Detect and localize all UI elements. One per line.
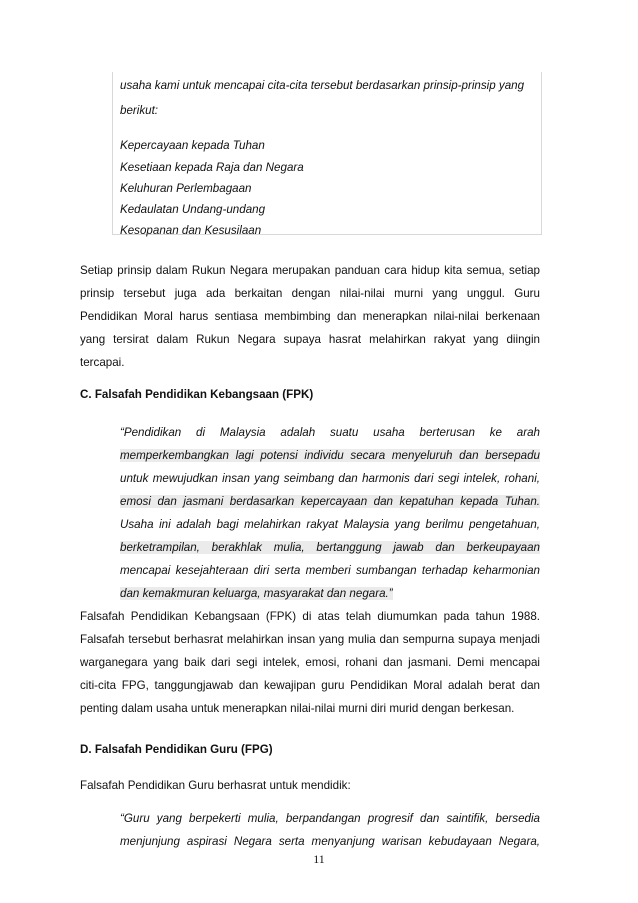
box-line-2: berikut: [120,104,159,117]
principle-item: Kepercayaan kepada Tuhan [120,139,265,152]
paragraph-line: warganegara yang baik dari segi intelek, emosi, rohani dan jasmani. Demi mencapai [80,656,540,669]
paragraph-line: Falsafah tersebut berhasrat melahirkan insan yang mulia dan sempurna supaya menjadi [80,633,540,646]
paragraph-line: penting dalam usaha untuk menerapkan nilai-nilai murni diri murid dengan berkesan. [80,702,515,715]
page-number: 11 [313,852,325,866]
quote-line: Usaha ini adalah bagi melahirkan rakyat Malaysia yang berilmu pengetahuan, [120,518,540,531]
quote-line: “Pendidikan di Malaysia adalah suatu usaha berterusan ke arah [120,426,540,439]
principle-item: Kedaulatan Undang-undang [120,203,266,216]
paragraph-line: Setiap prinsip dalam Rukun Negara merupakan panduan cara hidup kita semua, setiap [80,264,540,277]
paragraph-line: Pendidikan Moral harus sentiasa membimbing dan menerapkan nilai-nilai berkenaan [80,310,540,323]
heading-fpg: D. Falsafah Pendidikan Guru (FPG) [80,743,273,756]
quote-line: dan kemakmuran keluarga, masyarakat dan negara.” [120,587,393,600]
principle-item: Kesetiaan kepada Raja dan Negara [120,161,304,174]
heading-fpk: C. Falsafah Pendidikan Kebangsaan (FPK) [80,388,314,401]
quote-line: memperkembangkan lagi potensi individu secara menyeluruh dan bersepadu [120,449,540,462]
paragraph-line: Falsafah Pendidikan Guru berhasrat untuk mendidik: [80,779,351,792]
quote-line: untuk mewujudkan insan yang seimbang dan harmonis dari segi intelek, rohani, [120,472,540,485]
paragraph-line: Falsafah Pendidikan Kebangsaan (FPK) di atas telah diumumkan pada tahun 1988. [80,610,540,623]
paragraph-line: tercapai. [80,356,125,369]
principle-item: Keluhuran Perlembagaan [120,182,252,195]
paragraph-line: citi-cita FPG, tanggungjawab dan kewajipan guru Pendidikan Moral adalah berat dan [80,679,540,692]
quote-line: berketrampilan, berakhlak mulia, bertanggung jawab dan berkeupayaan [120,541,540,554]
principle-item: Kesopanan dan Kesusilaan [120,224,262,237]
box-line-1: usaha kami untuk mencapai cita-cita tersebut berdasarkan prinsip-prinsip yang [120,79,525,92]
quote-line: “Guru yang berpekerti mulia, berpandangan progresif dan saintifik, bersedia [120,812,540,825]
quote-line: emosi dan jasmani berdasarkan kepercayaan dan kepatuhan kepada Tuhan. [120,495,540,508]
paragraph-line: prinsip tersebut juga ada berkaitan dengan nilai-nilai murni yang unggul. Guru [80,287,540,300]
quote-line: menjunjung aspirasi Negara serta menyanjung warisan kebudayaan Negara, [120,835,540,848]
paragraph-line: yang tersirat dalam Rukun Negara supaya hasrat melahirkan rakyat yang diingin [80,333,540,346]
quote-line: mencapai kesejahteraan diri serta memberi sumbangan terhadap keharmonian [120,564,540,577]
